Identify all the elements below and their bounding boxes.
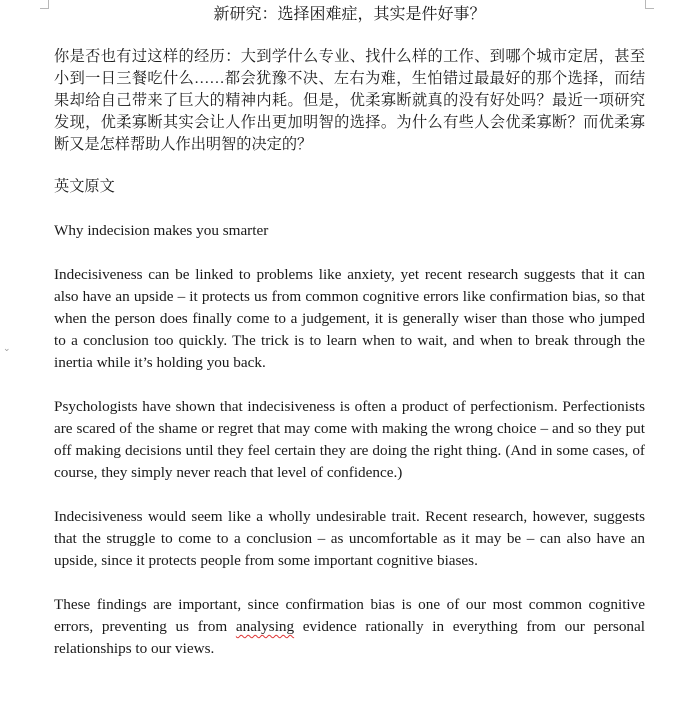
- document-body[interactable]: [54, 4, 645, 682]
- english-paragraph-1: Indecisiveness can be linked to problems like anxiety, yet recent research suggests that it can also have an upside – it protects us from common cognitive errors like confirmation bias, so that when the person does finally come to a judgement, it is generally wiser than those who jumped to a conclusion too quickly. The trick is to learn when to wait, and when to break through the inertia while it’s holding you back.: [54, 266, 645, 371]
- original-text-heading: 英文原文: [54, 178, 115, 195]
- margin-caret-icon: ⌄: [3, 344, 11, 354]
- page-corner-mark-right: [645, 0, 654, 9]
- chinese-intro-paragraph: 你是否也有过这样的经历：大到学什么专业、找什么样的工作、到哪个城市定居，甚至小到一日三餐吃什么……都会犹豫不决、左右为难，生怕错过最最好的那个选择，而结果却给自己带来了巨大的精神内耗。但是，优柔寡断就真的没有好处吗？最近一项研究发现，优柔寡断其实会让人作出更加明智的选择。为什么有些人会优柔寡断？而优柔寡断又是怎样帮助人作出明智的决定的？: [54, 48, 645, 153]
- english-paragraph-3: Indecisiveness would seem like a wholly undesirable trait. Recent research, however, suggests that the struggle to come to a conclusion – as uncomfortable as it may be – can also have an upside, since it protects people from some important cognitive biases.: [54, 508, 645, 569]
- english-article-title: Why indecision makes you smarter: [54, 222, 269, 239]
- paragraph-4-text-before: These findings are important, since confirmation bias is one of our most common cognitive errors, preventing us from: [54, 596, 645, 635]
- english-paragraph-2: Psychologists have shown that indecisiveness is often a product of perfectionism. Perfectionists are scared of the shame or regret that may come with making the wrong choice – and so they put off making decisions until they feel certain they are doing the right thing. (And in some cases, of course, they simply never reach that level of confidence.): [54, 398, 645, 481]
- document-title: 新研究：选择困难症，其实是件好事？: [213, 6, 486, 23]
- spellcheck-flagged-word[interactable]: analysing: [235, 618, 295, 635]
- page-corner-mark-left: [40, 0, 49, 9]
- paragraph-4-text-after: evidence rationally in everything from our personal relationships to our views.: [54, 618, 645, 657]
- english-paragraph-4: [54, 594, 645, 660]
